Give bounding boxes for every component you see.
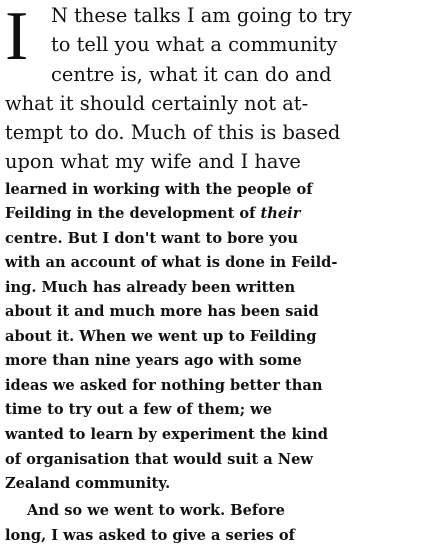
paragraph-line [5,205,300,222]
paragraph-line: what it should certainly not at- [5,91,309,115]
paragraph-line: of organisation that would suit a New [5,450,313,468]
paragraph-line: tempt to do. Much of this is based [5,121,341,145]
paragraph-line: centre is, what it can do and [51,62,332,86]
paragraph-line: time to try out a few of them; we [5,401,273,419]
drop-cap: I [5,0,29,75]
paragraph-line: learned in working with the people of [5,180,313,198]
paragraph-line: more than nine years ago with some [5,352,302,370]
paragraph-line: long, I was asked to give a series of [5,526,295,544]
paragraph-line: centre. But I don't want to bore you [5,229,298,247]
paragraph-line: Zealand community. [5,475,171,493]
paragraph-line: wanted to learn by experiment the kind [5,425,328,443]
paragraph-line: upon what my wife and I have [5,150,301,174]
line-text: Feilding in the development of [5,205,261,223]
paragraph-line: N these talks I am going to try [51,4,352,27]
emphasis: their [260,205,301,223]
paragraph-line: ideas we asked for nothing better than [5,376,323,394]
paragraph-line: to tell you what a community [51,33,338,57]
paragraph-line: about it and much more has been said [5,303,319,321]
paragraph-line: And so we went to work. Before [27,502,285,520]
paragraph-line: with an account of what is done in Feild- [5,254,338,272]
paragraph-line: ing. Much has already been written [5,278,296,296]
paragraph-line: about it. When we went up to Feilding [5,327,317,345]
